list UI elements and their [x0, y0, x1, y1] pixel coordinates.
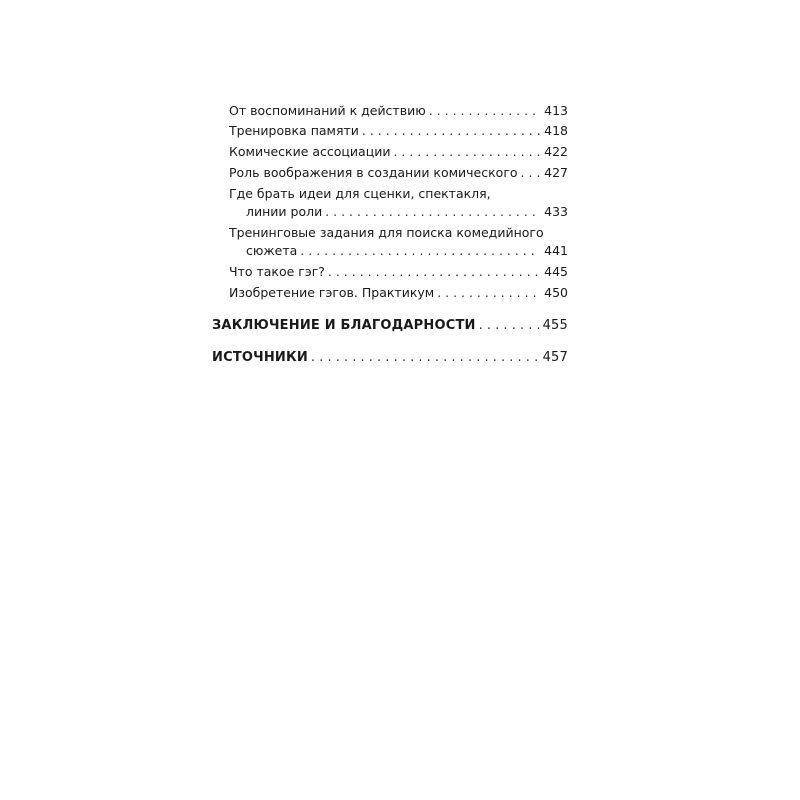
dot-leader — [479, 316, 539, 336]
toc-entry-page: 441 — [544, 243, 568, 258]
toc-chapter-page: 457 — [542, 350, 568, 365]
toc-entry-page: 427 — [544, 165, 568, 180]
table-of-contents — [212, 102, 568, 368]
toc-entry-page: 418 — [544, 123, 568, 138]
toc-chapter-title: ЗАКЛЮЧЕНИЕ И БЛАГОДАРНОСТИ — [212, 318, 476, 333]
dot-leader — [325, 203, 540, 221]
toc-entry-title: Комические ассоциации — [229, 144, 391, 159]
toc-entry-title: Тренировка памяти — [229, 123, 359, 138]
toc-chapter-entry — [212, 348, 568, 368]
dot-leader — [362, 122, 540, 140]
dot-leader — [328, 263, 540, 281]
dot-leader — [429, 102, 540, 120]
toc-entry-title: Что такое гэг? — [229, 264, 325, 279]
toc-entry — [212, 185, 568, 221]
toc-entry — [212, 224, 568, 260]
toc-chapter-entry — [212, 316, 568, 336]
toc-entry — [212, 122, 568, 140]
dot-leader — [437, 284, 540, 302]
toc-entry-page: 450 — [544, 285, 568, 300]
toc-entry-title-continued: сюжета — [246, 243, 298, 258]
toc-chapter-title: ИСТОЧНИКИ — [212, 350, 308, 365]
dot-leader — [521, 164, 541, 182]
toc-entry-title: Тренинговые задания для поиска комедийного — [229, 225, 544, 240]
toc-entry — [212, 284, 568, 302]
toc-entry — [212, 263, 568, 281]
dot-leader — [393, 143, 540, 161]
toc-entry-title-continued: линии роли — [246, 204, 323, 219]
toc-entry-page: 422 — [544, 144, 568, 159]
toc-chapter-page: 455 — [542, 318, 568, 333]
toc-entry — [212, 143, 568, 161]
toc-entry-page: 413 — [544, 103, 568, 118]
toc-entry — [212, 164, 568, 182]
toc-entry — [212, 102, 568, 120]
dot-leader — [311, 348, 539, 368]
toc-entry-title: Изобретение гэгов. Практикум — [229, 285, 435, 300]
toc-entry-title: Роль воображения в создании комического — [229, 165, 518, 180]
toc-entry-page: 445 — [544, 264, 568, 279]
dot-leader — [300, 242, 540, 260]
toc-entry-title: Где брать идеи для сценки, спектакля, — [229, 186, 491, 201]
toc-entry-title: От воспоминаний к действию — [229, 103, 426, 118]
toc-entry-page: 433 — [544, 204, 568, 219]
